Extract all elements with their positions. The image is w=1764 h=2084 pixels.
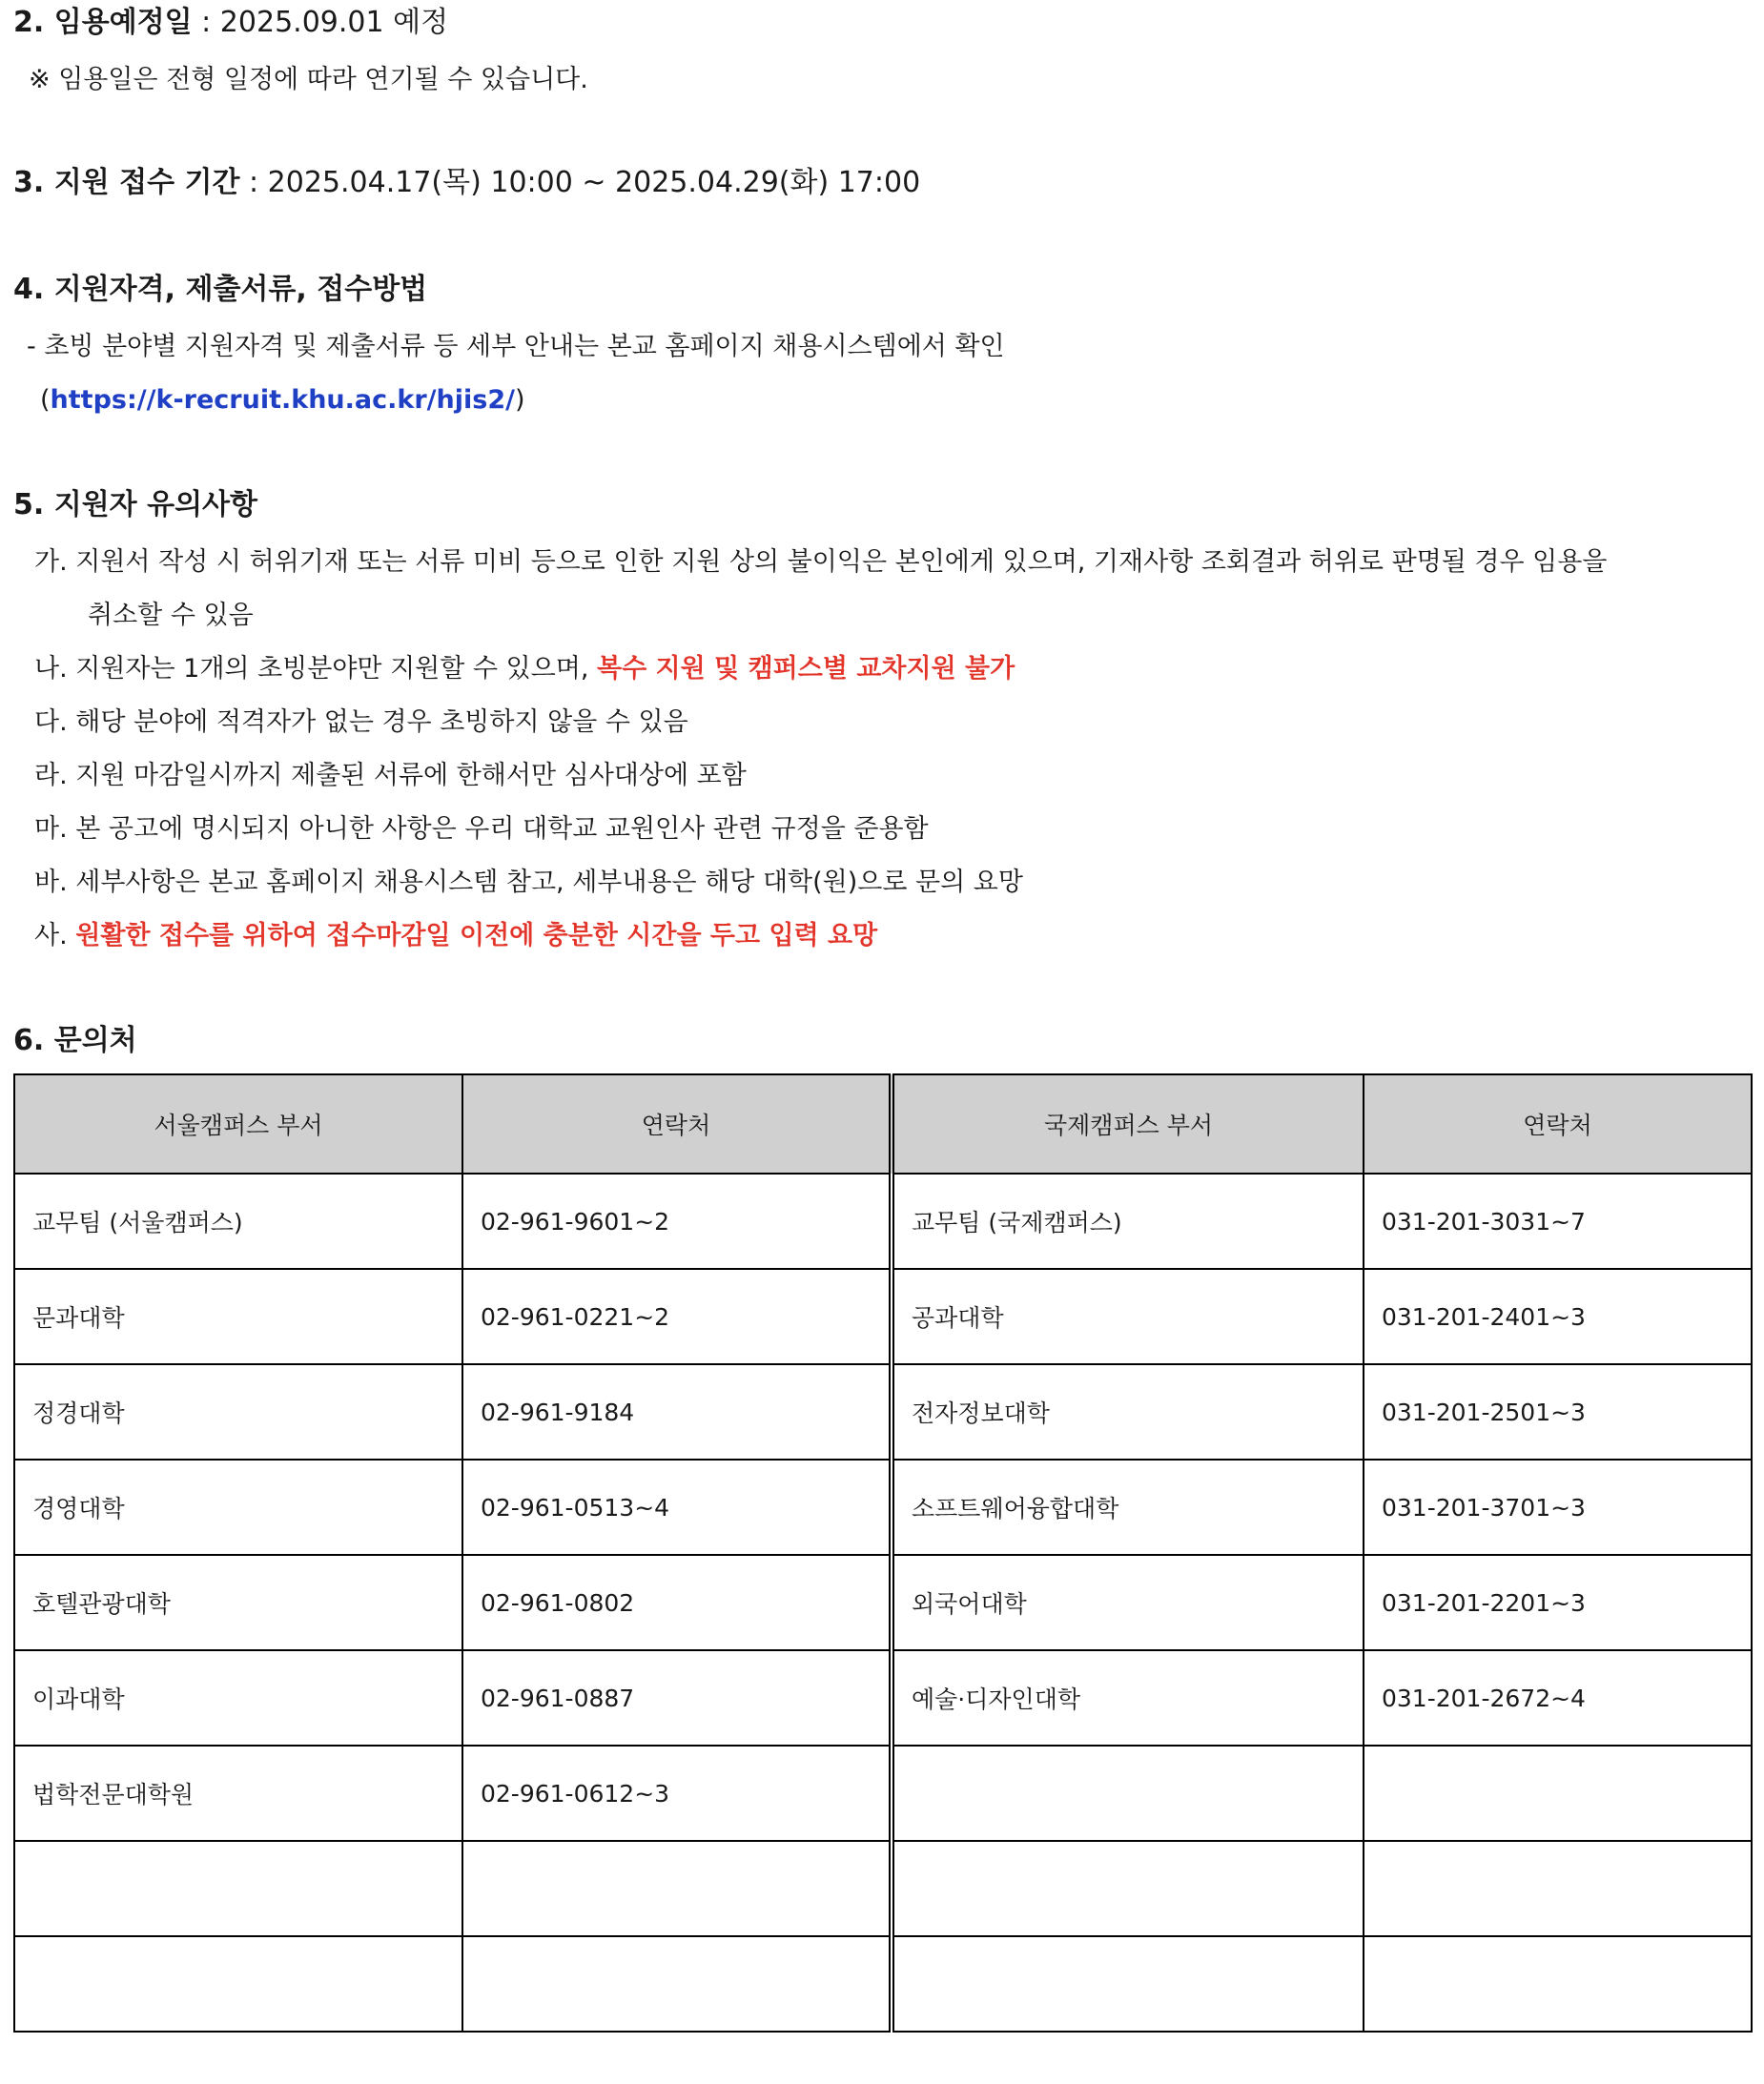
notice-item-da: 다. 해당 분야에 적격자가 없는 경우 초빙하지 않을 수 있음 xyxy=(34,707,688,737)
section-5-title: 5. 지원자 유의사항 xyxy=(13,488,258,521)
seoul-phone-cell xyxy=(462,1841,892,1936)
notice-item-ra: 라. 지원 마감일시까지 제출된 서류에 한해서만 심사대상에 포함 xyxy=(34,761,747,790)
notice-item-na-text: 나. 지원자는 1개의 초빙분야만 지원할 수 있으며, xyxy=(34,654,597,684)
section-3-heading xyxy=(13,164,920,202)
table-row xyxy=(14,1555,1752,1650)
global-phone-cell: 031-201-2501~3 xyxy=(1364,1364,1752,1460)
notice-item-ga-line2: 취소할 수 있음 xyxy=(88,601,254,630)
section-2-date: : 2025.09.01 예정 xyxy=(192,6,449,39)
global-phone-cell: 031-201-2201~3 xyxy=(1364,1555,1752,1650)
seoul-dept-cell: 이과대학 xyxy=(14,1650,462,1746)
global-phone-cell: 031-201-3031~7 xyxy=(1364,1174,1752,1269)
global-phone-cell: 031-201-3701~3 xyxy=(1364,1460,1752,1555)
table-row xyxy=(14,1841,1752,1936)
table-row xyxy=(14,1269,1752,1364)
header-global-contact: 연락처 xyxy=(1364,1074,1752,1174)
seoul-phone-cell: 02-961-0887 xyxy=(462,1650,892,1746)
seoul-phone-cell: 02-961-0513~4 xyxy=(462,1460,892,1555)
global-dept-cell: 외국어대학 xyxy=(892,1555,1364,1650)
global-phone-cell xyxy=(1364,1746,1752,1841)
global-phone-cell xyxy=(1364,1841,1752,1936)
seoul-phone-cell xyxy=(462,1936,892,2032)
section-4-link-line xyxy=(40,381,525,419)
notice-item-na-emphasis: 복수 지원 및 캠퍼스별 교차지원 불가 xyxy=(596,654,1015,684)
table-row xyxy=(14,1364,1752,1460)
section-2-title: 2. 임용예정일 xyxy=(13,6,193,39)
notice-item-na xyxy=(34,650,1015,688)
seoul-dept-cell xyxy=(14,1841,462,1936)
global-dept-cell: 소프트웨어융합대학 xyxy=(892,1460,1364,1555)
seoul-dept-cell xyxy=(14,1936,462,2032)
section-3-title: 3. 지원 접수 기간 xyxy=(13,166,240,199)
header-global-dept: 국제캠퍼스 부서 xyxy=(892,1074,1364,1174)
table-row xyxy=(14,1936,1752,2032)
global-phone-cell: 031-201-2401~3 xyxy=(1364,1269,1752,1364)
global-dept-cell: 전자정보대학 xyxy=(892,1364,1364,1460)
table-row xyxy=(14,1460,1752,1555)
notice-item-ba: 바. 세부사항은 본교 홈페이지 채용시스템 참고, 세부내용은 해당 대학(원)으로 문의 요망 xyxy=(34,868,1023,897)
global-dept-cell: 공과대학 xyxy=(892,1269,1364,1364)
notice-item-ga-line1: 가. 지원서 작성 시 허위기재 또는 서류 미비 등으로 인한 지원 상의 불이익은 본인에게 있으며, 기재사항 조회결과 허위로 판명될 경우 임용을 xyxy=(34,547,1608,577)
table-row xyxy=(14,1174,1752,1269)
global-dept-cell xyxy=(892,1746,1364,1841)
seoul-dept-cell: 호텔관광대학 xyxy=(14,1555,462,1650)
section-4-title: 4. 지원자격, 제출서류, 접수방법 xyxy=(13,273,428,306)
section-6-title: 6. 문의처 xyxy=(13,1024,137,1057)
contact-table-header-row xyxy=(14,1074,1752,1174)
section-2-note: ※ 임용일은 전형 일정에 따라 연기될 수 있습니다. xyxy=(29,65,588,94)
link-open-paren: ( xyxy=(40,385,51,415)
seoul-dept-cell: 정경대학 xyxy=(14,1364,462,1460)
seoul-dept-cell: 법학전문대학원 xyxy=(14,1746,462,1841)
table-row xyxy=(14,1746,1752,1841)
seoul-dept-cell: 문과대학 xyxy=(14,1269,462,1364)
notice-item-sa-prefix: 사. xyxy=(34,921,76,950)
header-seoul-contact: 연락처 xyxy=(462,1074,892,1174)
header-seoul-dept: 서울캠퍼스 부서 xyxy=(14,1074,462,1174)
seoul-phone-cell: 02-961-0221~2 xyxy=(462,1269,892,1364)
seoul-phone-cell: 02-961-0612~3 xyxy=(462,1746,892,1841)
contact-table xyxy=(13,1073,1753,2033)
section-4-guide-text: - 초빙 분야별 지원자격 및 제출서류 등 세부 안내는 본교 홈페이지 채용시스템에서 확인 xyxy=(27,332,1005,361)
table-row xyxy=(14,1650,1752,1746)
global-phone-cell xyxy=(1364,1936,1752,2032)
section-3-period: : 2025.04.17(목) 10:00 ~ 2025.04.29(화) 17:00 xyxy=(239,166,921,199)
notice-item-ma: 마. 본 공고에 명시되지 아니한 사항은 우리 대학교 교원인사 관련 규정을 준용함 xyxy=(34,814,929,844)
global-phone-cell: 031-201-2672~4 xyxy=(1364,1650,1752,1746)
seoul-dept-cell: 경영대학 xyxy=(14,1460,462,1555)
recruit-system-link[interactable]: https://k-recruit.khu.ac.kr/hjis2/ xyxy=(50,385,515,415)
seoul-phone-cell: 02-961-9601~2 xyxy=(462,1174,892,1269)
section-2-heading xyxy=(13,4,448,42)
notice-item-sa xyxy=(34,917,877,955)
global-dept-cell: 예술·디자인대학 xyxy=(892,1650,1364,1746)
global-dept-cell: 교무팀 (국제캠퍼스) xyxy=(892,1174,1364,1269)
global-dept-cell xyxy=(892,1936,1364,2032)
notice-item-sa-emphasis: 원활한 접수를 위하여 접수마감일 이전에 충분한 시간을 두고 입력 요망 xyxy=(75,921,878,950)
global-dept-cell xyxy=(892,1841,1364,1936)
seoul-phone-cell: 02-961-0802 xyxy=(462,1555,892,1650)
seoul-dept-cell: 교무팀 (서울캠퍼스) xyxy=(14,1174,462,1269)
seoul-phone-cell: 02-961-9184 xyxy=(462,1364,892,1460)
link-close-paren: ) xyxy=(514,385,525,415)
